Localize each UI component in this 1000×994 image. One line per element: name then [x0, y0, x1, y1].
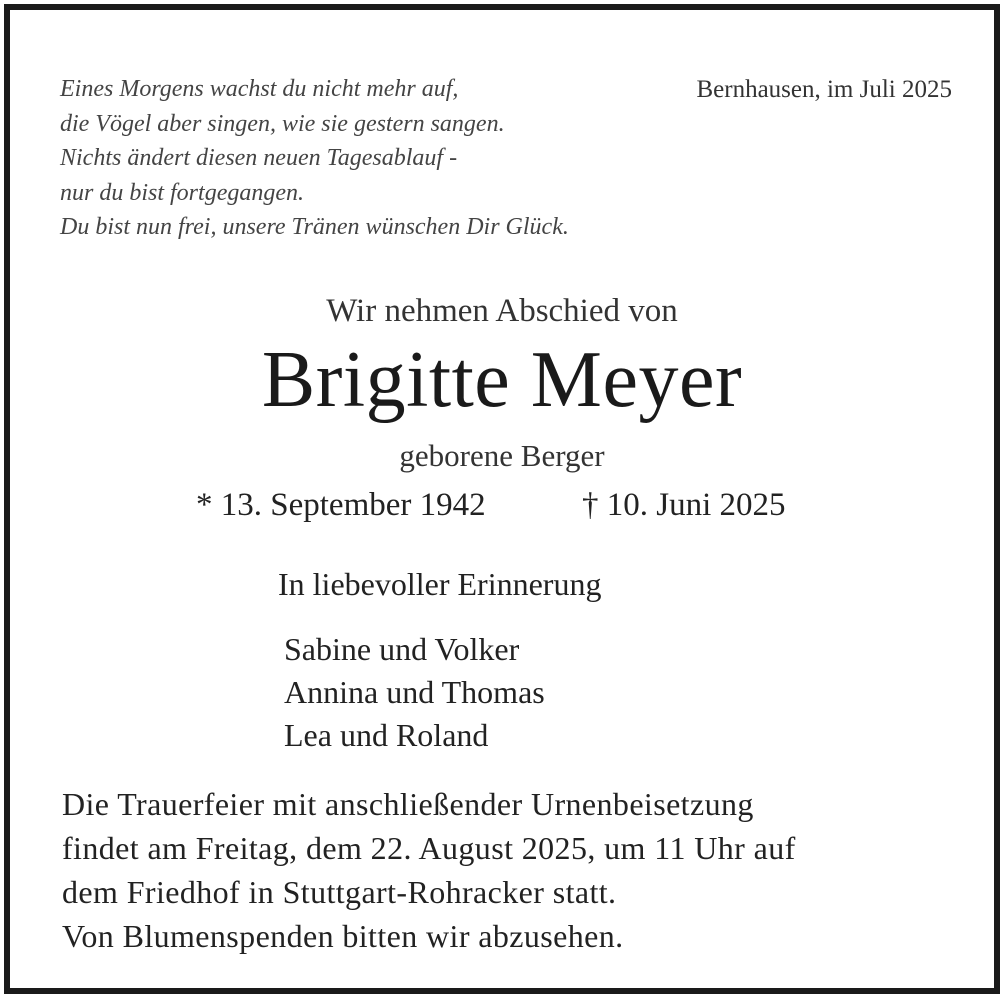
poem-line: nur du bist fortgegangen. — [60, 179, 304, 206]
service-line: findet am Freitag, dem 22. August 2025, um 11 Uhr auf — [62, 830, 796, 866]
mourner-entry: Annina und Thomas — [284, 674, 545, 710]
service-notice — [62, 782, 796, 958]
mourner-entry: Sabine und Volker — [284, 631, 520, 667]
memory-line: In liebevoller Erinnerung — [278, 566, 602, 602]
service-line: Von Blumenspenden bitten wir abzusehen. — [62, 918, 624, 954]
birth-date: * 13. September 1942 — [196, 487, 486, 523]
service-line: dem Friedhof in Stuttgart-Rohracker statt. — [62, 874, 617, 910]
poem-line: Eines Morgens wachst du nicht mehr auf, — [60, 76, 459, 102]
birth-name: geborene Berger — [399, 438, 605, 473]
place-date: Bernhausen, im Juli 2025 — [696, 76, 952, 103]
poem-line: Du bist nun frei, unsere Tränen wünschen Dir Glück. — [60, 214, 569, 240]
poem-line: die Vögel aber singen, wie sie gestern sangen. — [60, 110, 505, 137]
farewell-intro: Wir nehmen Abschied von — [326, 293, 678, 329]
poem-line: Nichts ändert diesen neuen Tagesablauf - — [60, 145, 458, 171]
deceased-name: Brigitte Meyer — [261, 336, 743, 424]
mourners-list — [284, 628, 545, 757]
obituary-notice — [4, 4, 1000, 994]
mourner-entry: Lea und Roland — [284, 717, 489, 753]
service-line: Die Trauerfeier mit anschließender Urnenbeisetzung — [62, 786, 754, 822]
death-date: † 10. Juni 2025 — [582, 487, 786, 523]
poem — [60, 72, 569, 245]
